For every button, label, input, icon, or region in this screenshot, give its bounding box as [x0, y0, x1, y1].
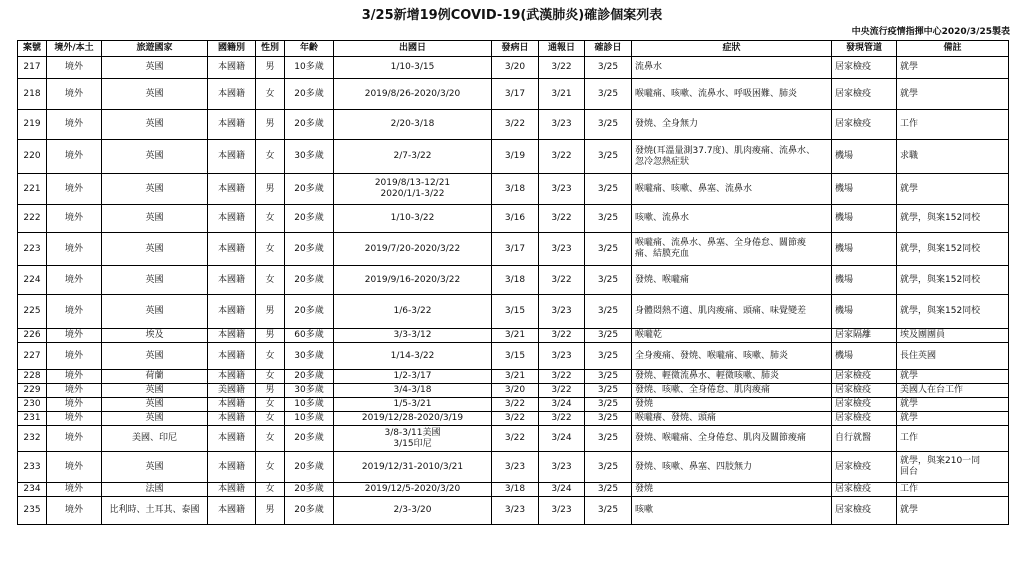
cell-origin: 境外	[47, 384, 102, 398]
cell-departure-dates: 1/10-3/22	[334, 205, 492, 233]
cell-age: 20多歲	[285, 205, 334, 233]
cell-detection-channel: 機場	[832, 174, 897, 205]
cell-report-date: 3/23	[539, 452, 585, 483]
cell-notes: 就學	[897, 497, 1009, 525]
cell-nationality: 本國籍	[208, 57, 256, 79]
cell-sex: 男	[256, 57, 285, 79]
cell-sex: 女	[256, 412, 285, 426]
cell-origin: 境外	[47, 295, 102, 329]
cell-case-no: 226	[18, 329, 47, 343]
table-row	[18, 384, 1009, 398]
cell-origin: 境外	[47, 370, 102, 384]
cell-origin: 境外	[47, 343, 102, 370]
header-report-date: 通報日	[539, 41, 585, 57]
cell-case-no: 220	[18, 140, 47, 174]
cell-case-no: 228	[18, 370, 47, 384]
cell-departure-dates: 2019/8/26-2020/3/20	[334, 79, 492, 110]
header-symptoms: 症狀	[632, 41, 832, 57]
cell-origin: 境外	[47, 398, 102, 412]
cell-age: 20多歲	[285, 483, 334, 497]
cell-sex: 女	[256, 343, 285, 370]
table-source-note: 中央流行疫情指揮中心2020/3/25製表	[851, 27, 1010, 37]
cell-sex: 女	[256, 483, 285, 497]
cell-nationality: 本國籍	[208, 266, 256, 295]
cell-onset-date: 3/22	[492, 110, 539, 140]
cell-travel-countries: 荷蘭	[102, 370, 208, 384]
cell-detection-channel: 居家隔離	[832, 329, 897, 343]
cell-symptoms: 發燒、輕微流鼻水、輕微咳嗽、肺炎	[632, 370, 832, 384]
table-row	[18, 266, 1009, 295]
cell-age: 20多歲	[285, 79, 334, 110]
cell-report-date: 3/22	[539, 384, 585, 398]
cell-onset-date: 3/18	[492, 483, 539, 497]
cell-travel-countries: 英國	[102, 79, 208, 110]
header-nationality: 國籍別	[208, 41, 256, 57]
cell-sex: 女	[256, 426, 285, 452]
cell-origin: 境外	[47, 452, 102, 483]
cell-departure-dates: 3/4-3/18	[334, 384, 492, 398]
cell-sex: 男	[256, 384, 285, 398]
cell-travel-countries: 英國	[102, 57, 208, 79]
cell-nationality: 本國籍	[208, 398, 256, 412]
header-onset-date: 發病日	[492, 41, 539, 57]
cell-nationality: 美國籍	[208, 384, 256, 398]
cell-departure-dates: 1/6-3/22	[334, 295, 492, 329]
cell-symptoms: 喉嚨癢、發燒、頭痛	[632, 412, 832, 426]
cell-report-date: 3/22	[539, 329, 585, 343]
cell-departure-dates: 2/20-3/18	[334, 110, 492, 140]
cell-onset-date: 3/23	[492, 452, 539, 483]
cell-notes: 求職	[897, 140, 1009, 174]
cell-sex: 女	[256, 140, 285, 174]
cell-onset-date: 3/20	[492, 384, 539, 398]
cell-confirm-date: 3/25	[585, 483, 632, 497]
cell-report-date: 3/21	[539, 79, 585, 110]
cell-report-date: 3/24	[539, 426, 585, 452]
table-row	[18, 426, 1009, 452]
header-sex: 性別	[256, 41, 285, 57]
cell-symptoms: 喉嚨痛、流鼻水、鼻塞、全身倦怠、關節痠 痛、結膜充血	[632, 233, 832, 266]
table-row	[18, 57, 1009, 79]
cell-confirm-date: 3/25	[585, 452, 632, 483]
cell-detection-channel: 居家檢疫	[832, 57, 897, 79]
cell-notes: 工作	[897, 426, 1009, 452]
header-age: 年齡	[285, 41, 334, 57]
cell-detection-channel: 機場	[832, 295, 897, 329]
cell-case-no: 222	[18, 205, 47, 233]
cell-age: 20多歲	[285, 110, 334, 140]
cell-age: 20多歲	[285, 233, 334, 266]
cell-case-no: 218	[18, 79, 47, 110]
cell-age: 30多歲	[285, 343, 334, 370]
cell-origin: 境外	[47, 426, 102, 452]
cell-confirm-date: 3/25	[585, 343, 632, 370]
cell-travel-countries: 英國	[102, 412, 208, 426]
cell-case-no: 219	[18, 110, 47, 140]
cell-case-no: 235	[18, 497, 47, 525]
cell-origin: 境外	[47, 266, 102, 295]
cell-origin: 境外	[47, 205, 102, 233]
table-row	[18, 452, 1009, 483]
cell-departure-dates: 3/3-3/12	[334, 329, 492, 343]
cell-nationality: 本國籍	[208, 140, 256, 174]
table-row	[18, 140, 1009, 174]
cell-notes: 就學，與案210一同 回台	[897, 452, 1009, 483]
cell-report-date: 3/23	[539, 174, 585, 205]
cell-departure-dates: 2/3-3/20	[334, 497, 492, 525]
header-origin: 境外/本土	[47, 41, 102, 57]
cell-detection-channel: 居家檢疫	[832, 412, 897, 426]
cell-onset-date: 3/18	[492, 266, 539, 295]
cell-confirm-date: 3/25	[585, 329, 632, 343]
cell-travel-countries: 英國	[102, 343, 208, 370]
cell-confirm-date: 3/25	[585, 205, 632, 233]
cell-report-date: 3/23	[539, 497, 585, 525]
cell-notes: 就學	[897, 412, 1009, 426]
cell-origin: 境外	[47, 233, 102, 266]
cell-detection-channel: 機場	[832, 205, 897, 233]
cell-detection-channel: 居家檢疫	[832, 384, 897, 398]
cell-origin: 境外	[47, 329, 102, 343]
cell-origin: 境外	[47, 174, 102, 205]
table-row	[18, 483, 1009, 497]
cell-symptoms: 發燒、咳嗽、全身倦怠、肌肉痠痛	[632, 384, 832, 398]
table-row	[18, 398, 1009, 412]
cell-nationality: 本國籍	[208, 174, 256, 205]
cell-onset-date: 3/17	[492, 79, 539, 110]
cell-nationality: 本國籍	[208, 329, 256, 343]
cell-detection-channel: 居家檢疫	[832, 483, 897, 497]
cell-notes: 就學，與案152同校	[897, 295, 1009, 329]
cell-confirm-date: 3/25	[585, 79, 632, 110]
cell-confirm-date: 3/25	[585, 295, 632, 329]
cell-confirm-date: 3/25	[585, 497, 632, 525]
cell-travel-countries: 法國	[102, 483, 208, 497]
cell-nationality: 本國籍	[208, 343, 256, 370]
cell-onset-date: 3/22	[492, 426, 539, 452]
cell-sex: 男	[256, 174, 285, 205]
cell-report-date: 3/24	[539, 483, 585, 497]
cell-symptoms: 咳嗽、流鼻水	[632, 205, 832, 233]
cell-confirm-date: 3/25	[585, 57, 632, 79]
cell-onset-date: 3/15	[492, 295, 539, 329]
cell-confirm-date: 3/25	[585, 412, 632, 426]
cell-departure-dates: 1/14-3/22	[334, 343, 492, 370]
cell-onset-date: 3/20	[492, 57, 539, 79]
cell-travel-countries: 英國	[102, 398, 208, 412]
cell-onset-date: 3/21	[492, 370, 539, 384]
cell-report-date: 3/23	[539, 233, 585, 266]
cell-travel-countries: 埃及	[102, 329, 208, 343]
cell-nationality: 本國籍	[208, 370, 256, 384]
cell-confirm-date: 3/25	[585, 140, 632, 174]
header-travel-countries: 旅遊國家	[102, 41, 208, 57]
cell-age: 10多歲	[285, 57, 334, 79]
cell-departure-dates: 2019/12/31-2010/3/21	[334, 452, 492, 483]
table-row	[18, 497, 1009, 525]
cell-detection-channel: 居家檢疫	[832, 452, 897, 483]
cell-confirm-date: 3/25	[585, 370, 632, 384]
cell-confirm-date: 3/25	[585, 266, 632, 295]
cell-case-no: 227	[18, 343, 47, 370]
cell-case-no: 224	[18, 266, 47, 295]
header-confirm-date: 確診日	[585, 41, 632, 57]
cell-case-no: 231	[18, 412, 47, 426]
cell-confirm-date: 3/25	[585, 398, 632, 412]
table-row	[18, 370, 1009, 384]
cell-notes: 工作	[897, 110, 1009, 140]
cell-detection-channel: 居家檢疫	[832, 370, 897, 384]
cell-sex: 男	[256, 497, 285, 525]
cell-age: 20多歲	[285, 174, 334, 205]
cell-confirm-date: 3/25	[585, 426, 632, 452]
cell-case-no: 217	[18, 57, 47, 79]
cell-report-date: 3/23	[539, 110, 585, 140]
cell-departure-dates: 2019/12/5-2020/3/20	[334, 483, 492, 497]
cell-notes: 美國人在台工作	[897, 384, 1009, 398]
cell-departure-dates: 3/8-3/11美國 3/15印尼	[334, 426, 492, 452]
cell-origin: 境外	[47, 412, 102, 426]
cell-travel-countries: 英國	[102, 174, 208, 205]
cell-departure-dates: 1/10-3/15	[334, 57, 492, 79]
cell-travel-countries: 英國	[102, 295, 208, 329]
cell-travel-countries: 英國	[102, 110, 208, 140]
cell-departure-dates: 2019/7/20-2020/3/22	[334, 233, 492, 266]
cell-detection-channel: 自行就醫	[832, 426, 897, 452]
cell-sex: 女	[256, 452, 285, 483]
page-title: 3/25新增19例COVID-19(武漢肺炎)確診個案列表	[361, 8, 663, 23]
cell-report-date: 3/23	[539, 343, 585, 370]
cell-age: 10多歲	[285, 398, 334, 412]
cell-detection-channel: 機場	[832, 266, 897, 295]
cell-age: 20多歲	[285, 497, 334, 525]
cell-notes: 工作	[897, 483, 1009, 497]
table-row	[18, 343, 1009, 370]
table-row	[18, 329, 1009, 343]
cell-symptoms: 發燒	[632, 483, 832, 497]
cell-onset-date: 3/21	[492, 329, 539, 343]
cell-case-no: 230	[18, 398, 47, 412]
cell-symptoms: 發燒、喉嚨痛、全身倦怠、肌肉及關節痠痛	[632, 426, 832, 452]
cell-age: 20多歲	[285, 426, 334, 452]
case-table	[17, 40, 1009, 525]
cell-travel-countries: 美國、印尼	[102, 426, 208, 452]
cell-age: 30多歲	[285, 384, 334, 398]
cell-age: 20多歲	[285, 266, 334, 295]
cell-origin: 境外	[47, 79, 102, 110]
cell-sex: 男	[256, 295, 285, 329]
header-case-no: 案號	[18, 41, 47, 57]
cell-detection-channel: 居家檢疫	[832, 79, 897, 110]
cell-travel-countries: 英國	[102, 384, 208, 398]
table-row	[18, 412, 1009, 426]
cell-case-no: 221	[18, 174, 47, 205]
cell-confirm-date: 3/25	[585, 174, 632, 205]
table-row	[18, 233, 1009, 266]
cell-onset-date: 3/16	[492, 205, 539, 233]
cell-sex: 女	[256, 233, 285, 266]
cell-age: 20多歲	[285, 370, 334, 384]
cell-notes: 就學，與案152同校	[897, 233, 1009, 266]
cell-detection-channel: 機場	[832, 343, 897, 370]
cell-departure-dates: 2019/9/16-2020/3/22	[334, 266, 492, 295]
cell-report-date: 3/22	[539, 412, 585, 426]
cell-origin: 境外	[47, 483, 102, 497]
cell-symptoms: 咳嗽	[632, 497, 832, 525]
cell-detection-channel: 居家檢疫	[832, 110, 897, 140]
cell-case-no: 234	[18, 483, 47, 497]
cell-nationality: 本國籍	[208, 233, 256, 266]
cell-confirm-date: 3/25	[585, 384, 632, 398]
cell-onset-date: 3/23	[492, 497, 539, 525]
header-notes: 備註	[897, 41, 1009, 57]
cell-sex: 女	[256, 79, 285, 110]
cell-symptoms: 發燒、全身無力	[632, 110, 832, 140]
cell-report-date: 3/23	[539, 295, 585, 329]
cell-nationality: 本國籍	[208, 452, 256, 483]
cell-notes: 埃及團團員	[897, 329, 1009, 343]
table-row	[18, 295, 1009, 329]
cell-report-date: 3/22	[539, 266, 585, 295]
cell-departure-dates: 1/5-3/21	[334, 398, 492, 412]
cell-age: 20多歲	[285, 295, 334, 329]
table-header-row	[18, 41, 1009, 57]
cell-travel-countries: 比利時、土耳其、泰國	[102, 497, 208, 525]
cell-confirm-date: 3/25	[585, 233, 632, 266]
cell-symptoms: 喉嚨乾	[632, 329, 832, 343]
cell-report-date: 3/22	[539, 57, 585, 79]
cell-symptoms: 喉嚨痛、咳嗽、鼻塞、流鼻水	[632, 174, 832, 205]
cell-notes: 就學	[897, 370, 1009, 384]
cell-notes: 就學	[897, 398, 1009, 412]
cell-sex: 男	[256, 329, 285, 343]
cell-report-date: 3/24	[539, 398, 585, 412]
cell-onset-date: 3/19	[492, 140, 539, 174]
cell-onset-date: 3/17	[492, 233, 539, 266]
cell-symptoms: 發燒、咳嗽、鼻塞、四肢無力	[632, 452, 832, 483]
cell-onset-date: 3/18	[492, 174, 539, 205]
cell-age: 10多歲	[285, 412, 334, 426]
cell-notes: 長住英國	[897, 343, 1009, 370]
cell-confirm-date: 3/25	[585, 110, 632, 140]
table-row	[18, 205, 1009, 233]
cell-travel-countries: 英國	[102, 140, 208, 174]
cell-nationality: 本國籍	[208, 110, 256, 140]
cell-age: 30多歲	[285, 140, 334, 174]
cell-report-date: 3/22	[539, 140, 585, 174]
cell-sex: 女	[256, 266, 285, 295]
cell-departure-dates: 2/7-3/22	[334, 140, 492, 174]
cell-detection-channel: 居家檢疫	[832, 398, 897, 412]
cell-onset-date: 3/22	[492, 398, 539, 412]
cell-symptoms: 全身痠痛、發燒、喉嚨痛、咳嗽、肺炎	[632, 343, 832, 370]
cell-travel-countries: 英國	[102, 233, 208, 266]
cell-notes: 就學，與案152同校	[897, 205, 1009, 233]
cell-detection-channel: 居家檢疫	[832, 497, 897, 525]
cell-sex: 女	[256, 398, 285, 412]
cell-detection-channel: 機場	[832, 140, 897, 174]
cell-travel-countries: 英國	[102, 452, 208, 483]
cell-symptoms: 流鼻水	[632, 57, 832, 79]
cell-sex: 女	[256, 205, 285, 233]
cell-origin: 境外	[47, 110, 102, 140]
cell-symptoms: 身體悶熱不適、肌肉痠痛、頭痛、味覺變差	[632, 295, 832, 329]
cell-origin: 境外	[47, 140, 102, 174]
table-row	[18, 79, 1009, 110]
cell-symptoms: 發燒(耳溫量測37.7度)、肌肉痠痛、流鼻水、 忽冷忽熱症狀	[632, 140, 832, 174]
cell-symptoms: 發燒、喉嚨痛	[632, 266, 832, 295]
cell-nationality: 本國籍	[208, 205, 256, 233]
cell-notes: 就學，與案152同校	[897, 266, 1009, 295]
cell-detection-channel: 機場	[832, 233, 897, 266]
cell-case-no: 232	[18, 426, 47, 452]
cell-symptoms: 喉嚨痛、咳嗽、流鼻水、呼吸困難、肺炎	[632, 79, 832, 110]
cell-report-date: 3/22	[539, 205, 585, 233]
cell-nationality: 本國籍	[208, 412, 256, 426]
cell-travel-countries: 英國	[102, 266, 208, 295]
cell-origin: 境外	[47, 57, 102, 79]
cell-nationality: 本國籍	[208, 295, 256, 329]
cell-sex: 男	[256, 110, 285, 140]
cell-age: 20多歲	[285, 452, 334, 483]
cell-departure-dates: 2019/8/13-12/21 2020/1/1-3/22	[334, 174, 492, 205]
cell-case-no: 223	[18, 233, 47, 266]
cell-origin: 境外	[47, 497, 102, 525]
cell-onset-date: 3/22	[492, 412, 539, 426]
cell-notes: 就學	[897, 79, 1009, 110]
cell-case-no: 225	[18, 295, 47, 329]
table-row	[18, 110, 1009, 140]
cell-onset-date: 3/15	[492, 343, 539, 370]
cell-nationality: 本國籍	[208, 79, 256, 110]
header-detection-channel: 發現管道	[832, 41, 897, 57]
cell-nationality: 本國籍	[208, 426, 256, 452]
cell-travel-countries: 英國	[102, 205, 208, 233]
cell-nationality: 本國籍	[208, 483, 256, 497]
table-row	[18, 174, 1009, 205]
cell-notes: 就學	[897, 174, 1009, 205]
cell-case-no: 229	[18, 384, 47, 398]
cell-age: 60多歲	[285, 329, 334, 343]
cell-nationality: 本國籍	[208, 497, 256, 525]
cell-notes: 就學	[897, 57, 1009, 79]
cell-departure-dates: 1/2-3/17	[334, 370, 492, 384]
cell-sex: 女	[256, 370, 285, 384]
cell-case-no: 233	[18, 452, 47, 483]
header-departure-dates: 出國日	[334, 41, 492, 57]
cell-symptoms: 發燒	[632, 398, 832, 412]
cell-report-date: 3/22	[539, 370, 585, 384]
cell-departure-dates: 2019/12/28-2020/3/19	[334, 412, 492, 426]
